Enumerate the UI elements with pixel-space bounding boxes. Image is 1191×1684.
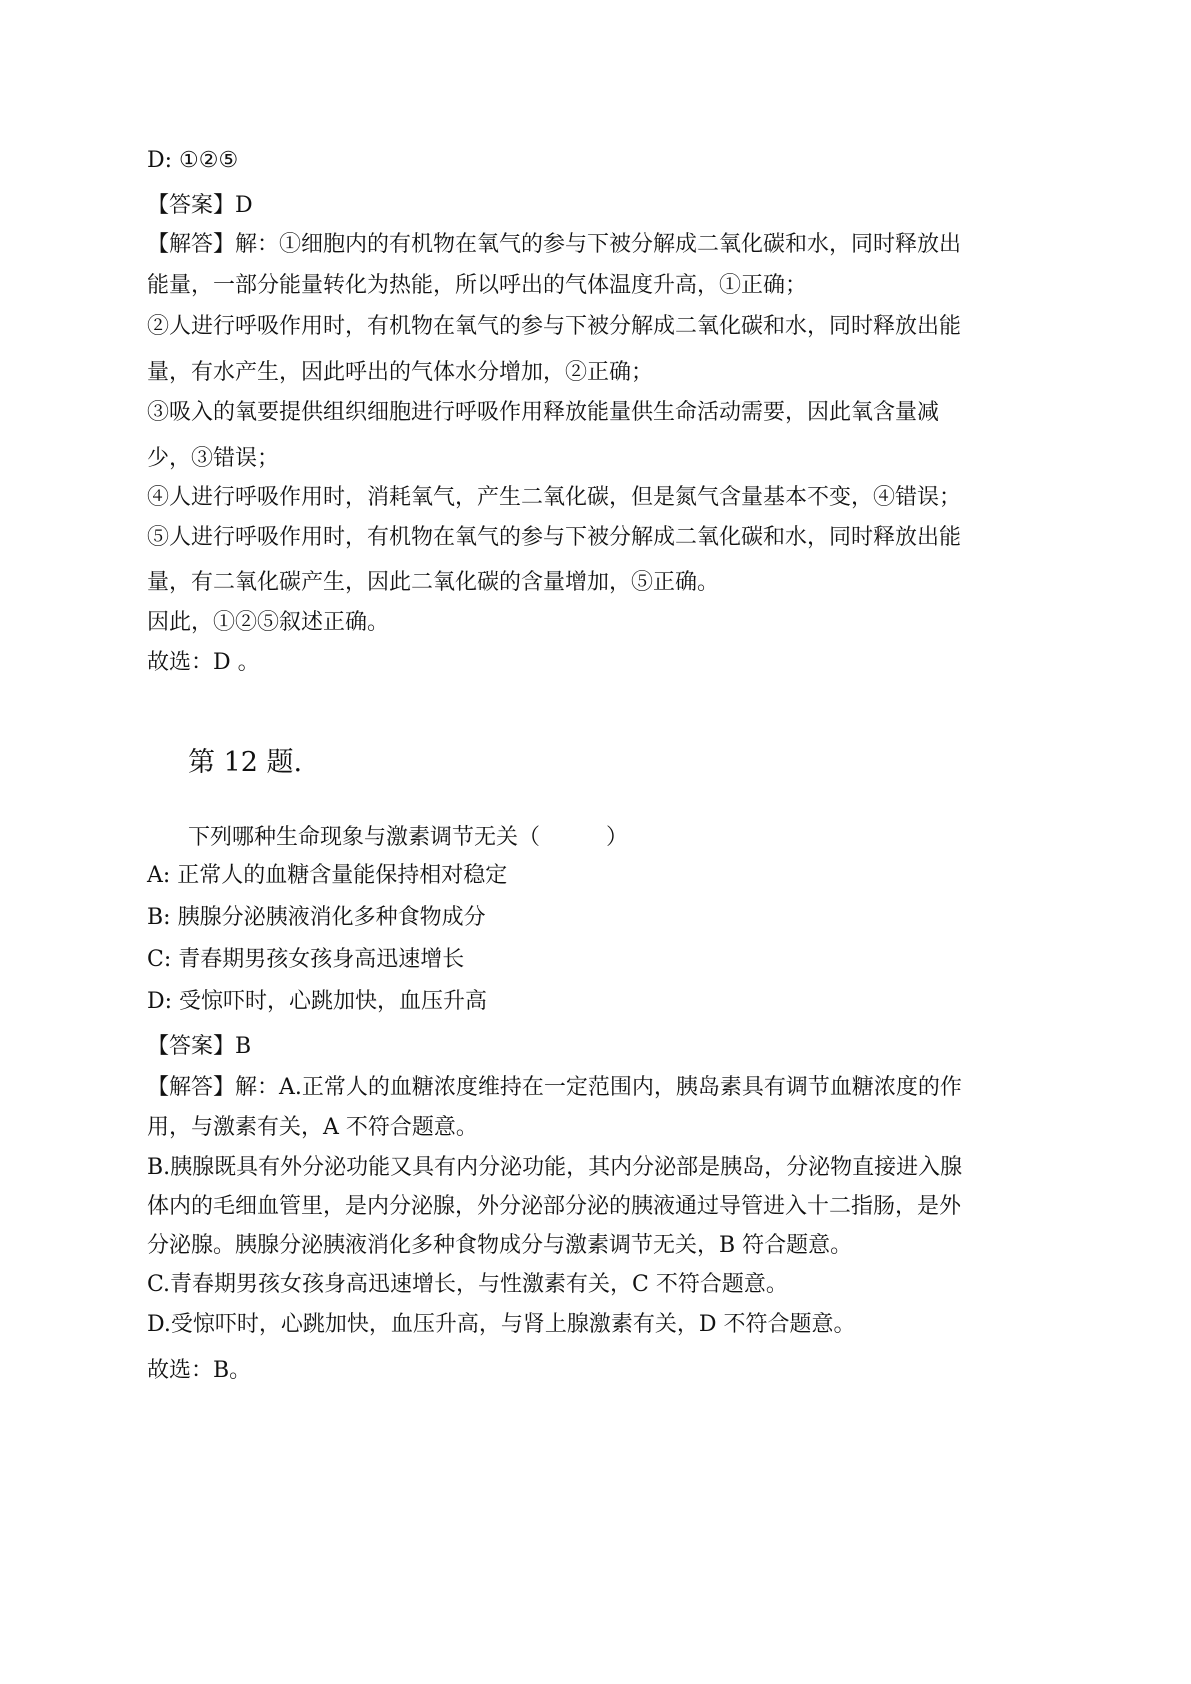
answer-label: 【答案】D <box>147 193 253 218</box>
option-b: B: 胰腺分泌胰液消化多种食物成分 <box>147 905 486 930</box>
explanation-line: C.青春期男孩女孩身高迅速增长，与性激素有关，C 不符合题意。 <box>147 1272 788 1297</box>
answer-label: 【答案】B <box>147 1034 252 1059</box>
option-d: D: ①②⑤ <box>147 148 239 173</box>
explanation-line: B.胰腺既具有外分泌功能又具有内分泌功能，其内分泌部是胰岛，分泌物直接进入腺 <box>147 1155 963 1180</box>
explanation-line: ⑤人进行呼吸作用时，有机物在氧气的参与下被分解成二氧化碳和水，同时释放出能 <box>147 525 962 550</box>
final-choice: 故选：B。 <box>147 1358 252 1383</box>
explanation-line: ③吸入的氧要提供组织细胞进行呼吸作用释放能量供生命活动需要，因此氧含量减 <box>147 400 940 425</box>
explanation-line: 【解答】解：A.正常人的血糖浓度维持在一定范围内，胰岛素具有调节血糖浓度的作 <box>147 1075 962 1100</box>
option-a: A: 正常人的血糖含量能保持相对稳定 <box>147 863 508 888</box>
option-c: C: 青春期男孩女孩身高迅速增长 <box>147 947 465 972</box>
question-stem: 下列哪种生命现象与激素调节无关（ ） <box>188 825 629 850</box>
explanation-line: 【解答】解：①细胞内的有机物在氧气的参与下被分解成二氧化碳和水，同时释放出 <box>147 232 962 257</box>
explanation-line: ②人进行呼吸作用时，有机物在氧气的参与下被分解成二氧化碳和水，同时释放出能 <box>147 314 962 339</box>
explanation-line: 能量，一部分能量转化为热能，所以呼出的气体温度升高，①正确； <box>147 273 808 298</box>
final-choice: 故选：D 。 <box>147 650 260 675</box>
explanation-line: D.受惊吓时，心跳加快，血压升高，与肾上腺激素有关，D 不符合题意。 <box>147 1312 856 1337</box>
explanation-line: 量，有水产生，因此呼出的气体水分增加，②正确； <box>147 360 654 385</box>
explanation-line: 量，有二氧化碳产生，因此二氧化碳的含量增加，⑤正确。 <box>147 570 720 595</box>
explanation-line: 少，③错误； <box>147 446 280 471</box>
explanation-line: 体内的毛细血管里，是内分泌腺，外分泌部分泌的胰液通过导管进入十二指肠，是外 <box>147 1194 962 1219</box>
explanation-line: 分泌腺。胰腺分泌胰液消化多种食物成分与激素调节无关，B 符合题意。 <box>147 1233 853 1258</box>
explanation-line: 因此，①②⑤叙述正确。 <box>147 610 390 635</box>
explanation-line: 用，与激素有关，A 不符合题意。 <box>147 1115 478 1140</box>
question-heading: 第 12 题. <box>188 747 303 778</box>
explanation-line: ④人进行呼吸作用时，消耗氧气，产生二氧化碳，但是氮气含量基本不变，④错误； <box>147 485 962 510</box>
option-d: D: 受惊吓时，心跳加快，血压升高 <box>147 989 488 1014</box>
